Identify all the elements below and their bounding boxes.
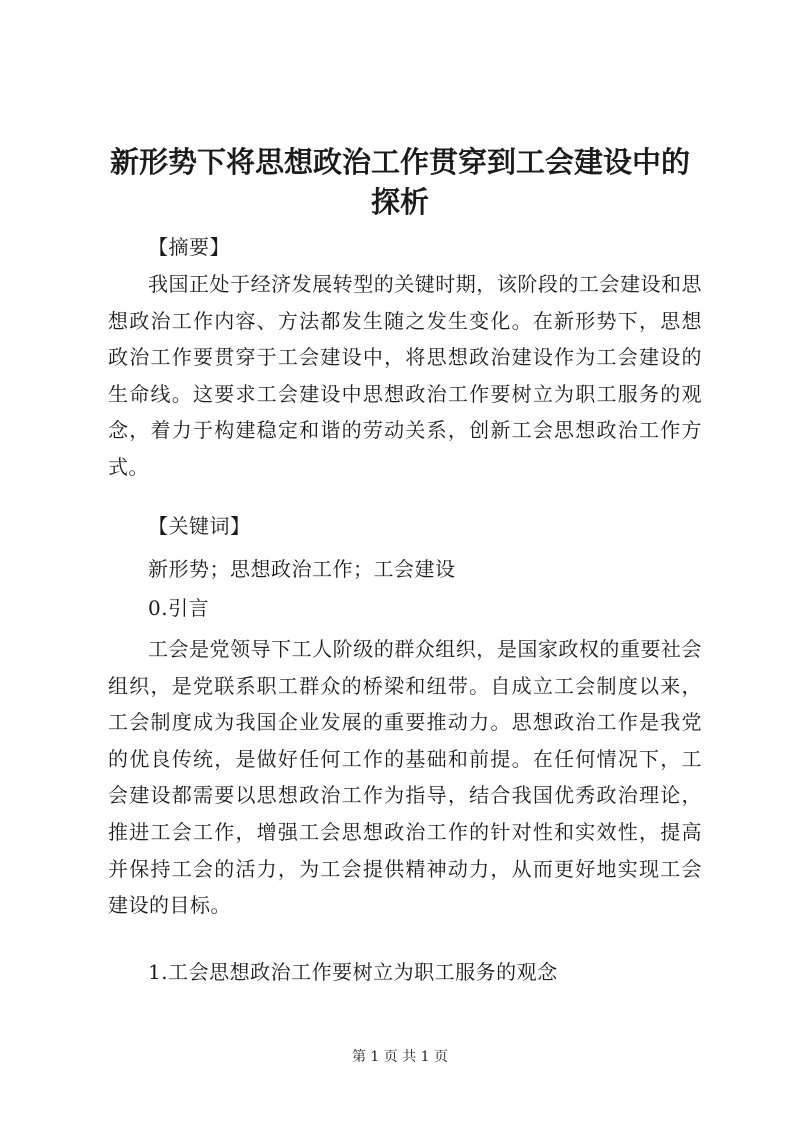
section-0-paragraph: 工会是党领导下工人阶级的群众组织，是国家政权的重要社会组织，是党联系职工群众的桥梁和纽带。自成立工会制度以来，工会制度成为我国企业发展的重要推动力。思想政治工作是我党的优良传统，是做好任何工作的基础和前提。在任何情况下，工会建设都需要以思想政治工作为指导，结合我国优秀政治理论，推进工会工作，增强工会思想政治工作的针对性和实效性，提高并保持工会的活力，为工会提供精神动力，从而更好地实现工会建设的目标。 xyxy=(108,637,702,918)
document-title-line-1: 新形势下将思想政治工作贯穿到工会建设中的 xyxy=(109,145,690,179)
abstract-paragraph: 我国正处于经济发展转型的关键时期，该阶段的工会建设和思想政治工作内容、方法都发生随之发生变化。在新形势下，思想政治工作要贯穿于工会建设中，将思想政治建设作为工会建设的生命线。这要求工会建设中思想政治工作要树立为职工服务的观念，着力于构建稳定和谐的劳动关系，创新工会思想政治工作方式。 xyxy=(108,272,702,479)
abstract-heading: 【摘要】 xyxy=(148,235,230,259)
keywords-text: 新形势；思想政治工作；工会建设 xyxy=(148,557,456,581)
section-1-heading: 1.工会思想政治工作要树立为职工服务的观念 xyxy=(148,960,558,984)
section-0-heading: 0.引言 xyxy=(148,596,210,620)
document-title-line-2: 探析 xyxy=(370,185,429,219)
keywords-heading: 【关键词】 xyxy=(148,514,251,538)
page-footer: 第 1 页 共 1 页 xyxy=(351,1049,449,1065)
